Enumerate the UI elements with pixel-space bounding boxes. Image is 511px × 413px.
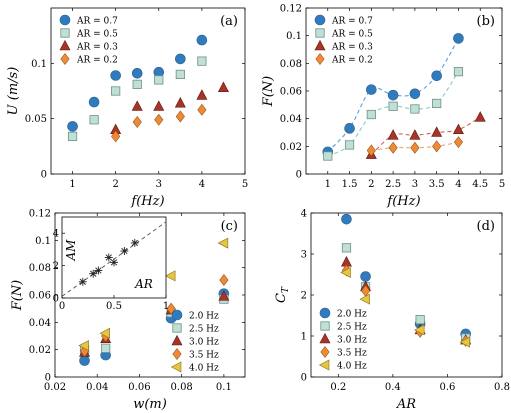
panel-c [10,209,245,413]
legend-label: AR = 0.2 [77,55,118,66]
data-point [155,76,163,84]
x-tick-label: 2.5 [385,179,402,190]
y-tick-label: 0.08 [279,58,302,70]
y-tick-label: 0.12 [279,3,302,15]
legend-label: AR = 0.7 [77,16,118,27]
x-tick-label: 2 [112,179,119,190]
legend-label: 2.5 Hz [189,324,219,335]
legend-label: AR = 0.3 [77,42,118,53]
legend-marker [172,310,182,320]
y-tick-label: 0.1 [35,235,51,247]
legend-marker [61,29,69,37]
y-axis-label: $C_T$ [274,287,291,303]
x-tick-label: 0.04 [86,382,109,393]
data-point [68,132,76,140]
x-tick-label: 0.2 [330,382,347,393]
y-tick-label: 3 [300,249,307,261]
x-tick-label: 3 [155,179,162,190]
data-point [342,244,350,252]
y-tick-label: 2 [300,290,307,302]
x-tick-label: 1 [69,179,76,190]
inset-y-tick-label: 4 [52,228,59,240]
x-axis-label: f(Hz) [131,194,165,209]
data-point [341,214,351,224]
legend-entry [172,310,219,322]
y-tick-label: 0 [300,372,307,384]
y-tick-label: 0.12 [28,208,51,220]
legend-label: 3.5 Hz [337,348,367,359]
data-point [197,35,207,45]
data-point [80,356,90,366]
panel-label: (d) [476,219,495,234]
x-tick-label: 0.8 [494,382,510,393]
data-point [132,68,142,78]
data-point [133,80,141,88]
inset-x-tick-label: 0 [58,301,66,312]
legend-label: AR = 0.5 [77,29,118,40]
inset-data-point [110,258,118,266]
data-point [345,141,353,149]
legend-label: 4.0 Hz [337,361,367,372]
legend-marker [320,308,330,318]
x-tick-label: 0.06 [128,382,151,393]
y-tick-label: 0.02 [279,141,302,153]
data-point [454,67,462,75]
inset-data-point [120,247,128,255]
x-tick-label: 0.02 [43,382,67,393]
inset-data-point [131,239,139,247]
x-tick-label: 3 [411,179,419,190]
data-point [90,116,98,124]
legend [172,310,220,374]
legend-marker [60,15,70,25]
x-tick-label: 1 [324,179,331,190]
legend-label: 3.5 Hz [189,350,219,361]
y-tick-label: 1 [300,331,307,343]
y-axis-label: U (m/s) [6,66,21,116]
panel-label: (b) [476,14,495,29]
y-tick-label: 0.04 [279,114,302,126]
x-tick-label: 0.08 [170,382,193,393]
legend-label: 2.0 Hz [189,311,219,322]
y-axis-label: F(N) [10,279,25,311]
y-tick-label: 0.1 [286,31,302,43]
panel-d [274,209,510,413]
legend-label: AR = 0.2 [332,55,373,66]
x-tick-label: 4 [455,179,462,190]
data-point [101,344,109,352]
x-tick-label: 0.1 [215,382,232,393]
inset-x-tick-label: 0.5 [106,301,122,312]
y-tick-label: 0 [44,372,51,384]
data-point [410,89,420,99]
legend-marker [315,15,325,25]
legend-label: 3.0 Hz [189,337,219,348]
data-point [176,70,184,78]
x-tick-label: 2 [368,179,375,190]
x-tick-label: 0.6 [439,382,456,393]
data-point [111,87,119,95]
inset-y-tick-label: 0 [52,293,59,305]
y-tick-label: 0 [40,169,47,181]
panel-label: (c) [220,219,238,234]
y-tick-label: 0.06 [28,290,51,302]
legend-label: AR = 0.7 [332,16,373,27]
inset-x-tick-label: 1 [162,301,170,312]
legend-label: 4.0 Hz [189,363,219,374]
inset-y-tick-label: 2 [52,261,59,273]
data-point [432,71,442,81]
legend-entry [320,308,367,320]
legend-label: AR = 0.3 [332,42,373,53]
y-tick-label: 0.02 [28,345,51,357]
legend-label: 2.5 Hz [337,322,367,333]
panel-b [261,4,505,210]
y-tick-label: 0.05 [24,114,47,126]
data-point [175,54,185,64]
data-point [111,71,121,81]
data-point [198,57,206,65]
legend-marker [316,29,324,37]
inset-data-point [79,278,87,286]
data-point [453,33,463,43]
legend-label: 2.0 Hz [337,309,367,320]
data-point [388,90,398,100]
y-tick-label: 0.1 [31,58,47,70]
data-point [389,102,397,110]
y-tick-label: 4 [300,208,307,220]
data-point [68,121,78,131]
y-tick-label: 0.06 [279,86,302,98]
legend-marker [321,322,329,330]
x-tick-label: 5 [241,179,249,190]
x-tick-label: 1.5 [341,179,358,190]
data-point [366,85,376,95]
data-point [324,152,332,160]
inset-y-axis-label: AM [64,239,78,261]
x-tick-label: 0.4 [384,382,401,393]
data-point [411,105,419,113]
y-tick-label: 0.04 [28,317,51,329]
inset-data-point [94,266,102,274]
x-tick-label: 4.5 [472,179,489,190]
x-axis-label: AR [396,397,417,412]
legend [320,308,368,372]
data-point [367,110,375,118]
panel-a [6,8,248,209]
legend-marker [173,324,181,332]
x-tick-label: 4 [198,179,206,190]
panel-label: (a) [220,14,238,29]
inset-plot [53,217,170,312]
x-axis-label: f(Hz) [387,194,421,209]
data-point [345,123,355,133]
y-tick-label: 0 [295,169,302,181]
y-axis-label: F(N) [261,75,276,107]
x-tick-label: 3.5 [428,179,445,190]
data-point [416,315,424,323]
inset-x-axis-label: AR [135,277,153,291]
data-point [432,99,440,107]
x-axis-label: w(m) [133,397,167,412]
y-tick-label: 0.08 [28,263,51,275]
x-tick-label: 5 [498,179,506,190]
legend-label: 3.0 Hz [337,335,367,346]
legend-label: AR = 0.5 [332,29,373,40]
data-point [361,272,371,282]
data-point [89,97,99,107]
